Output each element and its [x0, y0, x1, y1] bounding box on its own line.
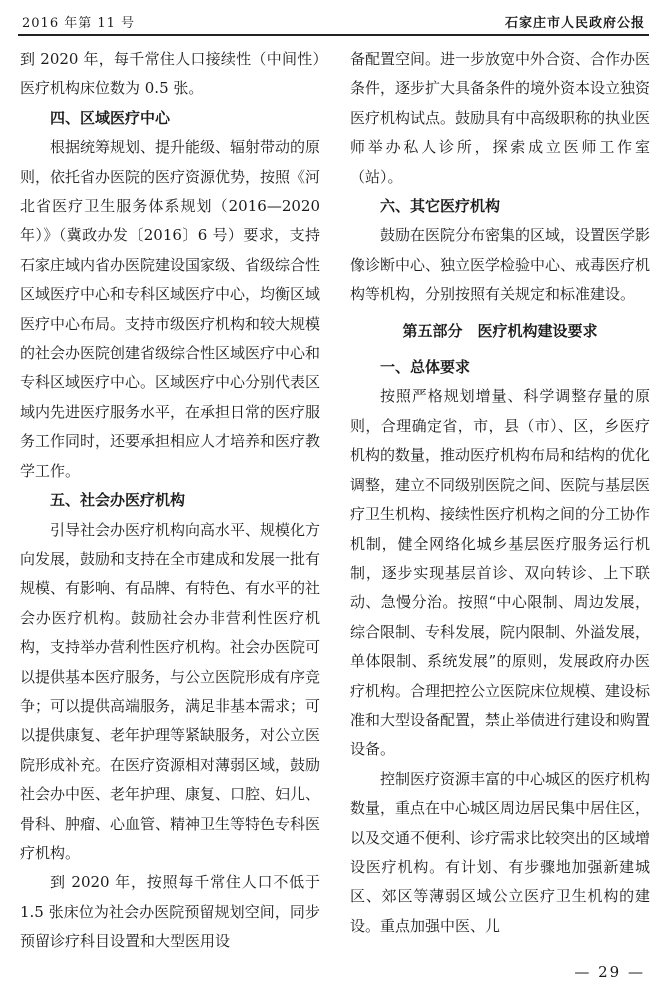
page-number: — 29 —: [574, 963, 645, 981]
issue-label: 2016 年第 11 号: [22, 16, 136, 31]
paragraph: 引导社会办医疗机构向高水平、规模化方向发展，鼓励和支持在全市建成和发展一批有规模、有影响、有品牌、有特色、有水平的社会办医疗机构。鼓励社会办非营利性医疗机构，支持举办营利性医疗机构。社会办医院可以提供基本医疗服务，与公立医院形成有序竞争；可以提供高端服务，满足非基本需求；可以提供康复、老年护理等紧缺服务，对公立医院形成补充。在医疗资源相对薄弱区域，鼓励社会办中医、老年护理、康复、口腔、妇儿、骨科、肿瘤、心血管、精神卫生等特色专科医疗机构。: [20, 520, 321, 862]
left-column: [20, 45, 320, 957]
right-column: [350, 45, 650, 941]
paragraph: 到 2020 年，每千常住人口接续性（中间性）医疗机构床位数为 0.5 张。: [20, 50, 320, 98]
part-heading: 第五部分 医疗机构建设要求: [402, 321, 598, 340]
paragraph: 控制医疗资源丰富的中心城区的医疗机构数量，重点在中心城区周边居民集中居住区，以及交通不便利、诊疗需求比较突出的区域增设医疗机构。有计划、有步骤地加强新建城区、郊区等薄弱区域公立医疗卫生机构的建设。重点加强中医、儿: [350, 769, 651, 935]
paragraph: 到 2020 年，按照每千常住人口不低于 1.5 张床位为社会办医院预留规划空间，同步预留诊疗科目设置和大型医用设: [20, 873, 320, 951]
paragraph: 根据统筹规划、提升能级、辐射带动的原则，依托省办医院的医疗资源优势，按照《河北省医疗卫生服务体系规划（2016—2020 年）》（冀政办发〔2016〕6 号）要求，支持石家庄域内省办医院建设国家级、省级综合性区域医疗中心和专科区域医疗中心，均衡区域医疗中心布局。支持市级医疗机构和较大规模的社会办医院创建省级综合性区域医疗中心和专科区域医疗中心。区域医疗中心分别代表区域内先进医疗服务水平，在承担日常的医疗服务工作同时，还要承担相应人才培养和医疗教学工作。: [20, 138, 321, 480]
page-header: [18, 0, 649, 36]
section-heading: 六、其它医疗机构: [380, 197, 501, 216]
paragraph: 鼓励在医院分布密集的区域，设置医学影像诊断中心、独立医学检验中心、戒毒医疗机构等机构，分别按照有关规定和标准建设。: [350, 226, 651, 304]
paragraph: 备配置空间。进一步放宽中外合资、合作办医条件，逐步扩大具备条件的境外资本设立独资医疗机构试点。鼓励具有中高级职称的执业医师举办私人诊所，探索成立医师工作室（站）。: [350, 50, 651, 186]
section-heading: 四、区域医疗中心: [50, 108, 171, 127]
paragraph: 按照严格规划增量、科学调整存量的原则，合理确定省，市，县（市）、区，乡医疗机构的数量，推动医疗机构布局和结构的优化调整，建立不同级别医院之间、医院与基层医疗卫生机构、接续性医疗机构之间的分工协作机制，健全网络化城乡基层医疗服务运行机制，逐步实现基层首诊、双向转诊、上下联动、急慢分治。按照“中心限制、周边发展，综合限制、专科发展，院内限制、外溢发展，单体限制、系统发展”的原则，发展政府办医疗机构。合理把控公立医院床位规模、建设标准和大型设备配置，禁止举债进行建设和购置设备。: [350, 387, 651, 759]
section-heading: 一、总体要求: [380, 358, 471, 377]
section-heading: 五、社会办医疗机构: [50, 491, 186, 510]
publication-title: 石家庄市人民政府公报: [504, 16, 645, 31]
